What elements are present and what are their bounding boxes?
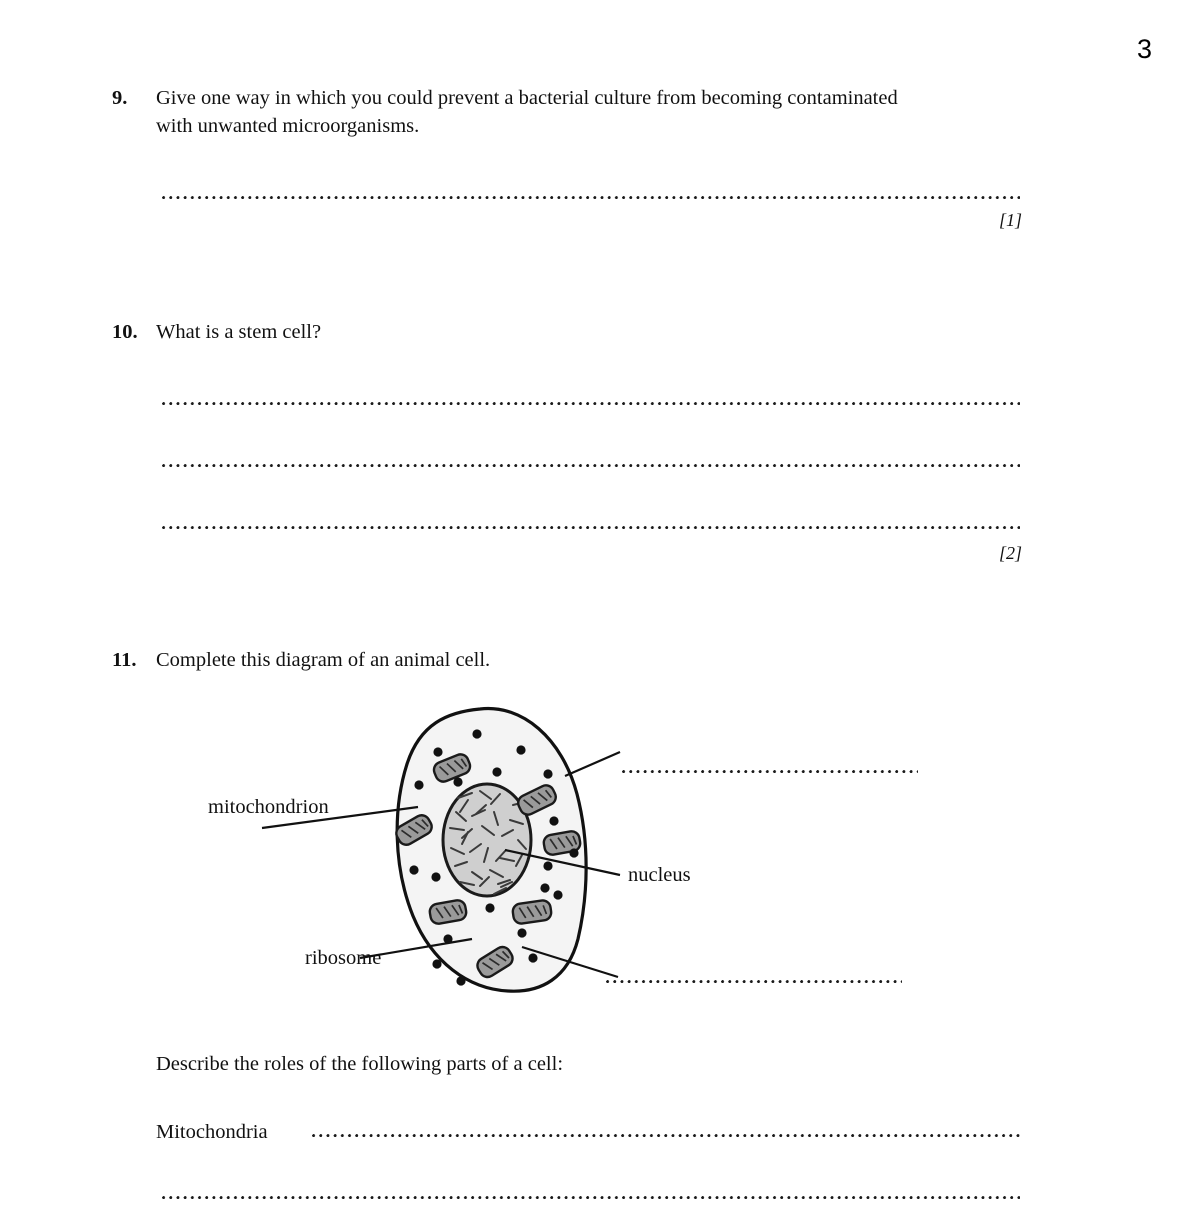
question-11-text: Complete this diagram of an animal cell. (156, 649, 491, 671)
question-10-answer-line-3[interactable] (162, 526, 1020, 530)
ribosome-dot (516, 745, 525, 754)
animal-cell-svg (150, 690, 1050, 1010)
ribosome-dot (528, 953, 537, 962)
describe-roles-prompt: Describe the roles of the following parts of a cell: (156, 1053, 564, 1075)
question-10-text: What is a stem cell? (156, 321, 322, 343)
ribosome-dot (543, 861, 552, 870)
ribosome-dot (431, 872, 440, 881)
question-9-marks: [1] (998, 210, 1022, 230)
leader-line-blank-top (565, 752, 620, 776)
question-9-answer-line-1[interactable] (162, 196, 1020, 200)
ribosome-dot (553, 890, 562, 899)
label-ribosome: ribosome (305, 947, 382, 969)
animal-cell-diagram (150, 690, 1050, 1010)
ribosome-dot (569, 848, 578, 857)
diagram-blank-label-line-2[interactable] (606, 980, 902, 984)
ribosome-dot (472, 729, 481, 738)
ribosome-dot (456, 976, 465, 985)
question-11-number: 11. (112, 649, 137, 671)
ribosome-dot (409, 865, 418, 874)
question-10 (112, 318, 1050, 346)
mitochondria-label: Mitochondria (156, 1121, 268, 1143)
question-10-marks: [2] (998, 543, 1022, 563)
ribosome-dot (433, 747, 442, 756)
ribosome-dot (517, 928, 526, 937)
page-number: 3 (1136, 34, 1152, 64)
question-9 (112, 84, 1050, 140)
label-nucleus: nucleus (628, 864, 691, 886)
question-9-number: 9. (112, 87, 128, 109)
mitochondria-answer-line-2[interactable] (162, 1196, 1020, 1200)
ribosome-dot (540, 883, 549, 892)
question-10-answer-line-1[interactable] (162, 402, 1020, 406)
ribosome-dot (549, 816, 558, 825)
question-9-text: Give one way in which you could prevent a bacterial culture from becoming contaminated with unwanted microorganisms. (156, 87, 898, 137)
mitochondria-answer-line-1[interactable] (312, 1134, 1020, 1138)
question-10-answer-line-2[interactable] (162, 464, 1020, 468)
diagram-blank-label-line-1[interactable] (622, 770, 918, 774)
ribosome-dot (453, 777, 462, 786)
ribosome-dot (543, 769, 552, 778)
label-mitochondrion: mitochondrion (208, 796, 329, 818)
ribosome-dot (485, 903, 494, 912)
question-10-number: 10. (112, 321, 138, 343)
mitochondrion-shape (512, 899, 552, 924)
ribosome-dot (432, 959, 441, 968)
ribosome-dot (414, 780, 423, 789)
question-11 (112, 646, 1050, 674)
ribosome-dot (492, 767, 501, 776)
